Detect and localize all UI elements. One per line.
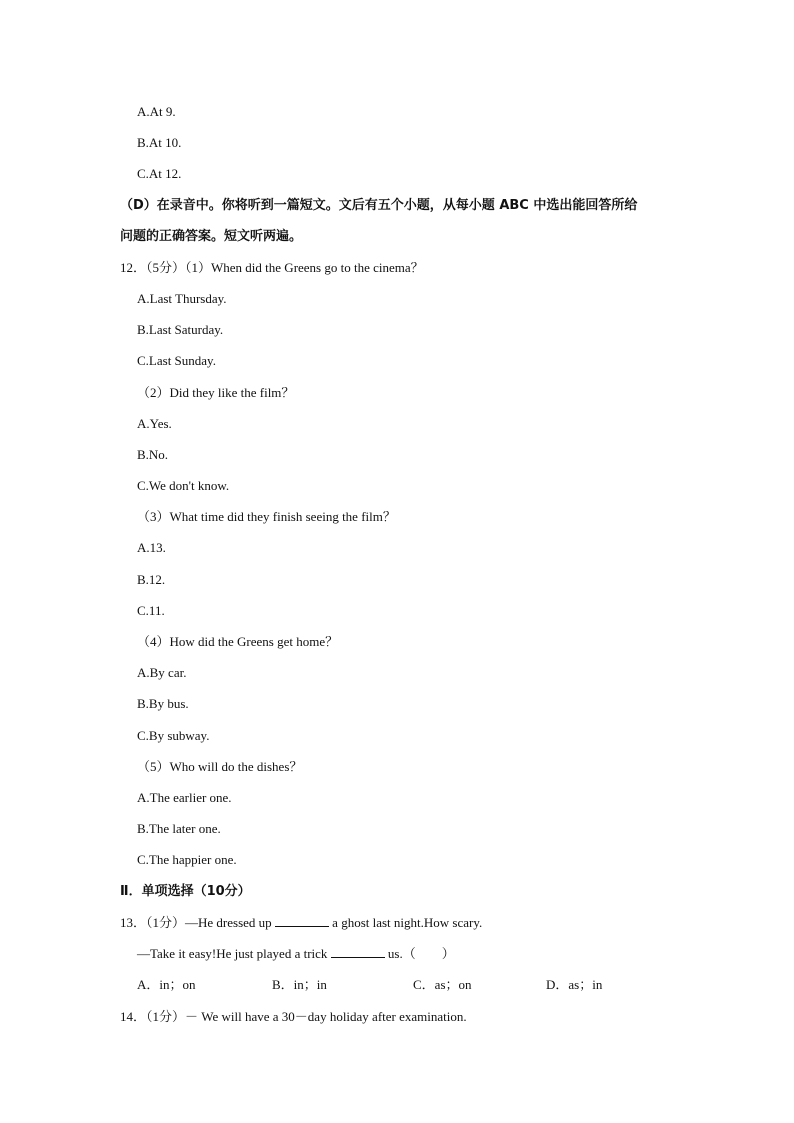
q12-sub4-option-c: C.By subway. <box>137 728 210 743</box>
q11-option-c: C.At 12. <box>137 166 182 181</box>
q12-sub1-option-b: B.Last Saturday. <box>137 322 224 337</box>
q12-sub3-prompt: （3）What time did they finish seeing the film？ <box>137 509 396 524</box>
q13-text-c: —Take it easy!He just played a trick <box>137 946 331 961</box>
section-d-instructions-line2: 问题的正确答案。短文听两遍。 <box>120 229 303 244</box>
q11-option-a: A.At 9. <box>137 104 176 119</box>
section-2-title: Ⅱ．单项选择（10分） <box>120 884 251 899</box>
q12-sub5-option-c: C.The happier one. <box>137 852 237 867</box>
q12-sub4-option-a: A.By car. <box>137 665 187 680</box>
q14-text: － We will have a 30－day holiday after examination. <box>185 1009 467 1024</box>
q13-text-a: —He dressed up <box>185 915 275 930</box>
q12-sub2-option-c: C.We don't know. <box>137 478 230 493</box>
q13-text-d: us.（ ） <box>384 946 455 961</box>
q12-sub2-option-a: A.Yes. <box>137 416 172 431</box>
q13-option-b: B．in；in <box>272 977 327 992</box>
q12-sub5-option-a: A.The earlier one. <box>137 790 232 805</box>
q13-blank-2 <box>331 945 385 958</box>
section-d-instructions-line1: （D）在录音中。你将听到一篇短文。文后有五个小题，从每小题 ABC 中选出能回答所给 <box>120 198 638 213</box>
q12-sub1-prompt: （1）When did the Greens go to the cinema？ <box>185 260 424 275</box>
q13-text-b: a ghost last night.How scary. <box>328 915 483 930</box>
q12-header <box>120 259 424 277</box>
q12-sub3-option-b: B.12. <box>137 572 166 587</box>
q13-line1 <box>120 914 482 932</box>
q12-sub3-option-a: A.13. <box>137 540 166 555</box>
q14-line1 <box>120 1008 467 1026</box>
q14-number: 14．（1分） <box>120 1009 186 1024</box>
q13-number: 13．（1分） <box>120 915 186 930</box>
q13-option-a: A．in；on <box>137 977 196 992</box>
q12-sub2-option-b: B.No. <box>137 447 169 462</box>
q13-line2 <box>137 945 455 963</box>
q12-sub4-option-b: B.By bus. <box>137 696 189 711</box>
q12-sub5-prompt: （5）Who will do the dishes？ <box>137 759 303 774</box>
q12-sub1-option-c: C.Last Sunday. <box>137 353 216 368</box>
q12-number: 12．（5分） <box>120 260 186 275</box>
q13-option-c: C．as；on <box>413 977 472 992</box>
q12-sub3-option-c: C.11. <box>137 603 165 618</box>
q11-option-b: B.At 10. <box>137 135 182 150</box>
q12-sub4-prompt: （4）How did the Greens get home？ <box>137 634 339 649</box>
q12-sub5-option-b: B.The later one. <box>137 821 221 836</box>
q13-blank-1 <box>275 914 329 927</box>
q12-sub2-prompt: （2）Did they like the film？ <box>137 385 295 400</box>
q12-sub1-option-a: A.Last Thursday. <box>137 291 227 306</box>
q13-option-d: D．as；in <box>546 977 603 992</box>
